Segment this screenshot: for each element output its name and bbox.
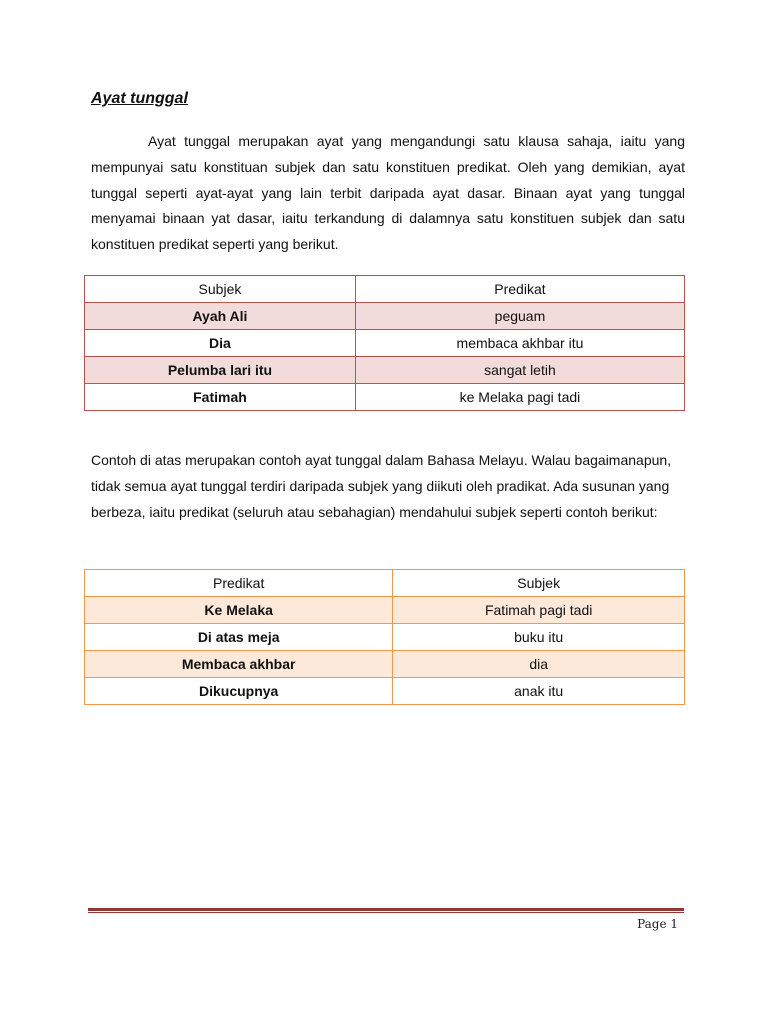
section-heading: Ayat tunggal xyxy=(91,90,188,107)
subject-cell: Dia xyxy=(85,330,356,357)
predikat-subjek-table xyxy=(84,569,685,705)
table-row xyxy=(85,330,685,357)
predicate-cell: membaca akhbar itu xyxy=(355,330,684,357)
predicate-cell: sangat letih xyxy=(355,357,684,384)
table-row xyxy=(85,624,685,651)
table-header-row xyxy=(85,570,685,597)
table-header-row xyxy=(85,276,685,303)
predicate-cell: peguam xyxy=(355,303,684,330)
predicate-cell: Di atas meja xyxy=(85,624,393,651)
table-row xyxy=(85,357,685,384)
table-row xyxy=(85,384,685,411)
subject-cell: Ayah Ali xyxy=(85,303,356,330)
subject-cell: Pelumba lari itu xyxy=(85,357,356,384)
table-row xyxy=(85,651,685,678)
predicate-cell: ke Melaka pagi tadi xyxy=(355,384,684,411)
subject-cell: buku itu xyxy=(393,624,685,651)
subject-cell: Fatimah xyxy=(85,384,356,411)
table-row xyxy=(85,597,685,624)
predicate-cell: Ke Melaka xyxy=(85,597,393,624)
predicate-cell: Dikucupnya xyxy=(85,678,393,705)
predicate-cell: Membaca akhbar xyxy=(85,651,393,678)
table-row xyxy=(85,303,685,330)
subject-cell: dia xyxy=(393,651,685,678)
intro-paragraph: Ayat tunggal merupakan ayat yang mengandungi satu klausa sahaja, iaitu yang mempunyai satu konstituan subjek dan satu konstituen predikat. Oleh yang demikian, ayat tunggal seperti ayat-ayat yang lain terbit daripada ayat dasar. Binaan ayat yang tunggal menyamai binaan yat dasar, iaitu terkandung di dalamnya satu konstituen subjek dan satu konstituen predikat seperti yang berikut. xyxy=(91,133,685,253)
explanation-paragraph: Contoh di atas merupakan contoh ayat tunggal dalam Bahasa Melayu. Walau bagaimanapun, tidak semua ayat tunggal terdiri daripada subjek yang diikuti oleh pradikat. Ada susunan yang berbeza, iaitu predikat (seluruh atau sebahagian) mendahului subjek seperti contoh berikut: xyxy=(91,452,672,520)
footer-rule-thin xyxy=(88,912,684,913)
header-cell-predikat: Predikat xyxy=(355,276,684,303)
subject-cell: anak itu xyxy=(393,678,685,705)
header-cell-subjek: Subjek xyxy=(393,570,685,597)
table-row xyxy=(85,678,685,705)
subject-cell: Fatimah pagi tadi xyxy=(393,597,685,624)
header-cell-predikat: Predikat xyxy=(85,570,393,597)
footer-rule-thick xyxy=(88,908,684,911)
subjek-predikat-table xyxy=(84,275,685,411)
page-number: Page 1 xyxy=(637,917,678,931)
header-cell-subjek: Subjek xyxy=(85,276,356,303)
